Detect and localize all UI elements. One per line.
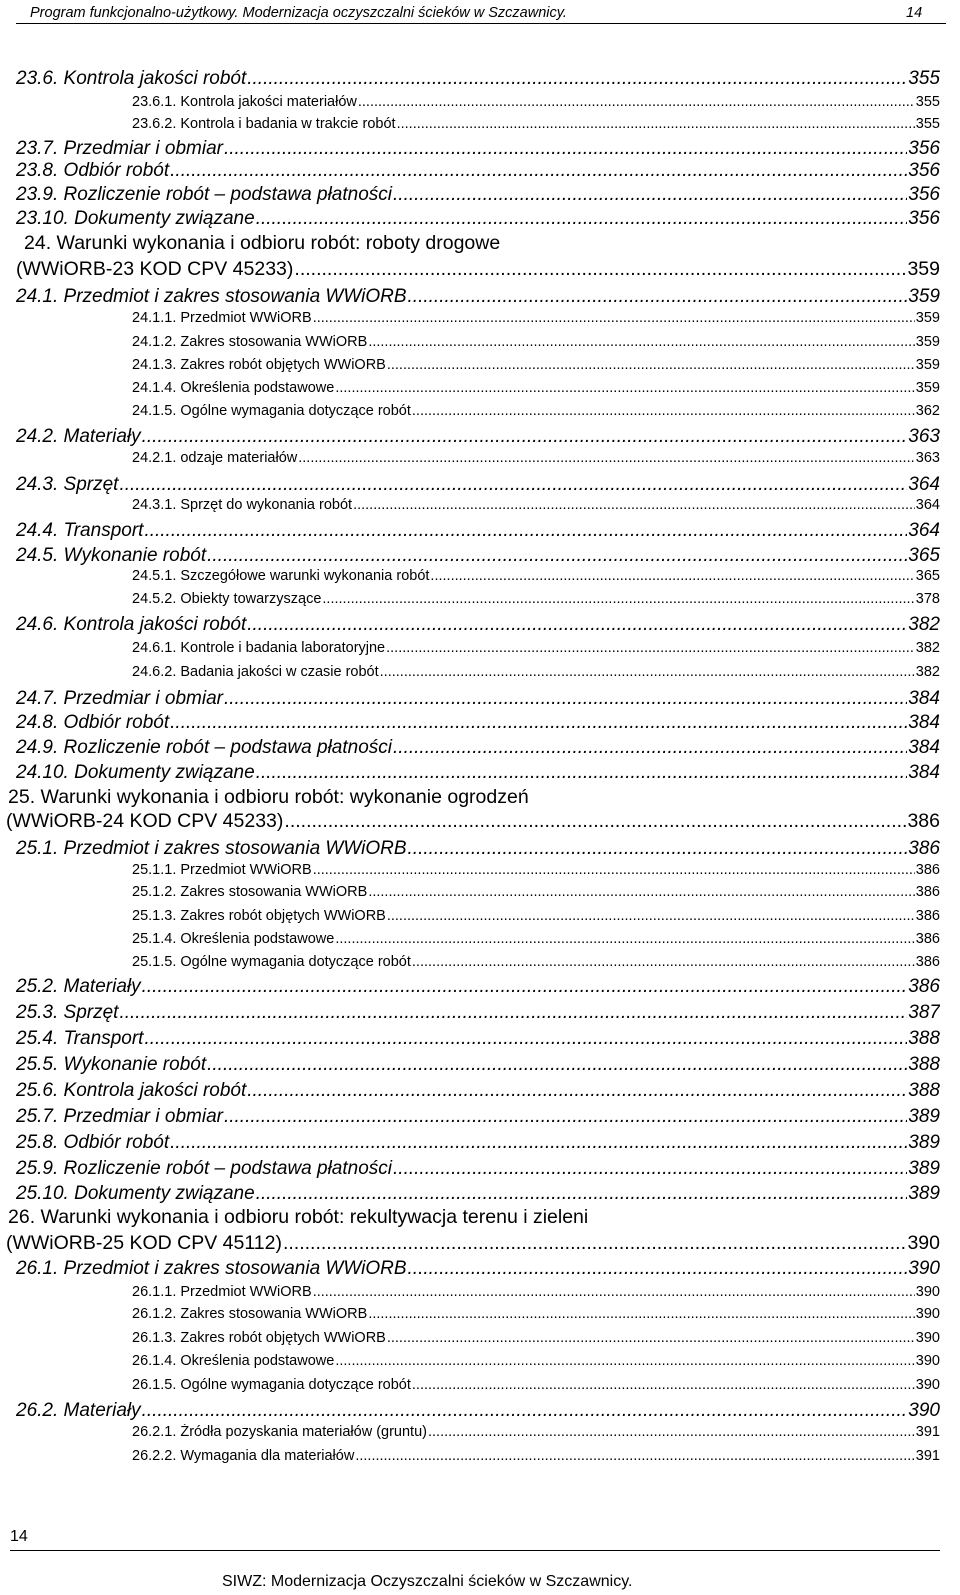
toc-leader-dots [412, 403, 915, 419]
toc-entry-page: 384 [908, 712, 940, 733]
toc-entry-title: 25.1.5. Ogólne wymagania dotyczące robót [132, 954, 411, 970]
toc-entry[interactable] [16, 1028, 940, 1050]
toc-entry-title: 25.5. Wykonanie robót [16, 1054, 207, 1075]
toc-leader-dots [358, 94, 915, 110]
toc-entry-page: 390 [915, 1306, 940, 1322]
toc-entry[interactable] [132, 591, 940, 607]
toc-entry-title: 23.6.1. Kontrola jakości materiałów [132, 94, 357, 110]
toc-entry-page: 388 [908, 1054, 940, 1075]
toc-entry-page: 391 [915, 1424, 940, 1440]
toc-entry-page: 386 [908, 976, 940, 997]
toc-leader-dots [247, 1080, 907, 1102]
toc-leader-dots [313, 1284, 915, 1300]
toc-leader-dots [397, 116, 915, 132]
toc-entry-page: 386 [908, 838, 940, 859]
toc-entry-page: 365 [908, 545, 940, 566]
toc-leader-dots [430, 568, 914, 584]
toc-entry-page: 389 [908, 1183, 940, 1204]
toc-entry-page: 355 [915, 116, 940, 132]
toc-entry-title: 25.1.1. Przedmiot WWiORB [132, 862, 312, 878]
toc-leader-dots [387, 1330, 915, 1346]
toc-entry-page: 356 [908, 208, 940, 229]
toc-entry-page: 382 [915, 664, 940, 680]
toc-leader-dots [386, 640, 915, 656]
toc-entry-title: 25.9. Rozliczenie robót – podstawa płatności [16, 1158, 393, 1179]
toc-entry-page: 356 [908, 160, 940, 181]
toc-entry-title: 24.7. Przedmiar i obmiar [16, 688, 223, 709]
toc-leader-dots [380, 664, 915, 680]
toc-entry[interactable] [16, 838, 940, 860]
toc-entry[interactable] [132, 1448, 940, 1464]
toc-entry-page: 386 [915, 908, 940, 924]
toc-leader-dots [247, 68, 907, 90]
toc-entry[interactable] [16, 1258, 940, 1280]
toc-leader-dots [408, 1258, 908, 1280]
toc-entry-title: 24.3.1. Sprzęt do wykonania robót [132, 497, 353, 513]
toc-leader-dots [283, 1232, 907, 1255]
toc-leader-dots [428, 1424, 915, 1440]
toc-entry-title: (WWiORB-25 KOD CPV 45112) [6, 1232, 282, 1254]
toc-entry[interactable] [16, 208, 940, 230]
toc-leader-dots [142, 426, 908, 448]
toc-entry[interactable] [132, 1353, 940, 1369]
toc-leader-dots [170, 1132, 907, 1154]
toc-entry-page: 388 [908, 1080, 940, 1101]
toc-entry[interactable] [132, 357, 940, 373]
toc-leader-dots [335, 380, 914, 396]
toc-entry-title: 25.1.3. Zakres robót objętych WWiORB [132, 908, 386, 924]
toc-entry-title: 25.2. Materiały [16, 976, 141, 997]
toc-entry-title: 25.7. Przedmiar i obmiar [16, 1106, 223, 1127]
toc-entry-page: 356 [908, 138, 940, 159]
toc-entry[interactable] [16, 712, 940, 734]
toc-entry-title: 24.1.3. Zakres robót objętych WWiORB [132, 357, 386, 373]
toc-entry-page: 384 [908, 688, 940, 709]
toc-entry[interactable] [132, 931, 940, 947]
toc-leader-dots [368, 884, 914, 900]
toc-entry-page: 390 [908, 1400, 940, 1421]
toc-entry-title: 25.8. Odbiór robót [16, 1132, 170, 1153]
toc-entry-title: 24.1.4. Określenia podstawowe [132, 380, 335, 396]
toc-entry-title: 23.6. Kontrola jakości robót [16, 68, 247, 89]
toc-leader-dots [284, 810, 906, 833]
toc-leader-dots [355, 1448, 914, 1464]
toc-entry[interactable] [16, 1158, 940, 1180]
toc-entry-page: 386 [915, 884, 940, 900]
toc-entry-title: 23.7. Przedmiar i obmiar [16, 138, 223, 159]
toc-entry-title: 25.1.4. Określenia podstawowe [132, 931, 335, 947]
toc-entry[interactable] [132, 862, 940, 878]
toc-entry-page: 364 [908, 474, 940, 495]
toc-entry[interactable] [132, 1306, 940, 1322]
toc-entry-page: 355 [908, 68, 940, 89]
toc-leader-dots [247, 614, 907, 636]
toc-entry[interactable] [16, 520, 940, 542]
toc-entry[interactable] [16, 614, 940, 636]
toc-entry-page: 363 [908, 426, 940, 447]
toc-entry[interactable] [16, 1106, 940, 1128]
toc-entry-title: 26.1. Przedmiot i zakres stosowania WWiORB [16, 1258, 407, 1279]
toc-entry[interactable] [16, 1183, 940, 1205]
toc-entry-page: 384 [908, 762, 940, 783]
toc-entry-title: 25.10. Dokumenty związane [16, 1183, 255, 1204]
toc-entry[interactable] [16, 426, 940, 448]
toc-leader-dots [393, 1158, 907, 1180]
toc-leader-dots [119, 474, 907, 496]
toc-entry[interactable] [16, 762, 940, 784]
toc-entry-title: 24.6.2. Badania jakości w czasie robót [132, 664, 379, 680]
toc-entry[interactable] [16, 286, 940, 308]
toc-entry-title: 24.1. Przedmiot i zakres stosowania WWiORB [16, 286, 407, 307]
toc-entry-title: 26.1.2. Zakres stosowania WWiORB [132, 1306, 368, 1322]
toc-entry-page: 390 [915, 1330, 940, 1346]
toc-entry[interactable] [8, 1206, 588, 1229]
toc-entry[interactable] [132, 380, 940, 396]
toc-entry[interactable] [16, 474, 940, 496]
footer-page-number: 14 [10, 1528, 38, 1551]
toc-entry[interactable] [6, 1232, 940, 1255]
toc-leader-dots [224, 1106, 907, 1128]
toc-entry[interactable] [16, 545, 940, 567]
toc-entry-title: 25.1.2. Zakres stosowania WWiORB [132, 884, 368, 900]
toc-entry-page: 356 [908, 184, 940, 205]
toc-leader-dots [294, 258, 906, 281]
toc-entry-title: 26.2.1. Źródła pozyskania materiałów (gruntu) [132, 1424, 427, 1440]
toc-entry-title: 26.1.5. Ogólne wymagania dotyczące robót [132, 1377, 411, 1393]
toc-entry-title: 24.5.2. Obiekty towarzyszące [132, 591, 322, 607]
toc-entry-title: 23.10. Dokumenty związane [16, 208, 255, 229]
toc-entry-page: 386 [915, 862, 940, 878]
toc-entry[interactable] [16, 688, 940, 710]
toc-entry-page: 362 [915, 403, 940, 419]
toc-entry-page: 382 [915, 640, 940, 656]
toc-leader-dots [368, 334, 914, 350]
toc-entry-title: 24.10. Dokumenty związane [16, 762, 255, 783]
toc-entry-page: 389 [908, 1132, 940, 1153]
toc-entry-title: 24.6.1. Kontrole i badania laboratoryjne [132, 640, 386, 656]
toc-entry-title: 23.9. Rozliczenie robót – podstawa płatności [16, 184, 393, 205]
toc-entry[interactable] [132, 1284, 940, 1300]
toc-entry-title: 23.6.2. Kontrola i badania w trakcie robót [132, 116, 396, 132]
toc-entry-title: 26.1.4. Określenia podstawowe [132, 1353, 335, 1369]
toc-entry-page: 386 [907, 810, 940, 832]
toc-entry-title: 25.6. Kontrola jakości robót [16, 1080, 247, 1101]
toc-entry-title: 24.1.5. Ogólne wymagania dotyczące robót [132, 403, 411, 419]
toc-entry[interactable] [132, 954, 940, 970]
toc-entry-page: 364 [915, 497, 940, 513]
toc-entry[interactable] [132, 1377, 940, 1393]
toc-entry-title: 24.1.1. Przedmiot WWiORB [132, 310, 312, 326]
toc-leader-dots [142, 1400, 908, 1422]
toc-entry-title: 25.4. Transport [16, 1028, 144, 1049]
toc-entry-page: 390 [915, 1377, 940, 1393]
toc-entry[interactable] [16, 68, 940, 90]
toc-entry[interactable] [8, 786, 529, 809]
toc-entry-page: 390 [907, 1232, 940, 1254]
toc-entry-page: 359 [915, 357, 940, 373]
toc-entry[interactable] [16, 258, 940, 281]
toc-entry[interactable] [132, 310, 940, 326]
toc-entry[interactable] [132, 664, 940, 680]
toc-entry[interactable] [16, 1002, 940, 1024]
toc-entry-title: 26.2. Materiały [16, 1400, 141, 1421]
toc-entry-title: 24.9. Rozliczenie robót – podstawa płatności [16, 737, 393, 758]
toc-leader-dots [387, 908, 915, 924]
toc-entry-title: 25. Warunki wykonania i odbioru robót: wykonanie ogrodzeń [8, 786, 529, 808]
toc-entry-title: 23.8. Odbiór robót [16, 160, 170, 181]
toc-leader-dots [207, 1054, 907, 1076]
toc-entry-title: 24.3. Sprzęt [16, 474, 119, 495]
toc-entry-title: 26.2.2. Wymagania dla materiałów [132, 1448, 355, 1464]
toc-entry[interactable] [132, 334, 940, 350]
toc-entry-page: 386 [915, 931, 940, 947]
toc-entry-page: 390 [908, 1258, 940, 1279]
toc-entry[interactable] [132, 1330, 940, 1346]
toc-entry-title: 24.6. Kontrola jakości robót [16, 614, 247, 635]
toc-entry-title: 24.2.1. odzaje materiałów [132, 450, 298, 466]
toc-entry-page: 386 [915, 954, 940, 970]
toc-entry[interactable] [16, 1132, 940, 1154]
toc-entry[interactable] [132, 1424, 940, 1440]
toc-entry-title: (WWiORB-24 KOD CPV 45233) [6, 810, 284, 832]
toc-entry[interactable] [132, 403, 940, 419]
toc-entry[interactable] [16, 737, 940, 759]
toc-entry[interactable] [16, 184, 940, 206]
toc-leader-dots [256, 1183, 908, 1205]
toc-entry[interactable] [132, 116, 940, 132]
toc-leader-dots [335, 1353, 914, 1369]
toc-entry[interactable] [132, 884, 940, 900]
toc-leader-dots [313, 310, 915, 326]
toc-leader-dots [313, 862, 915, 878]
toc-entry-page: 359 [907, 258, 940, 280]
toc-entry-page: 359 [915, 334, 940, 350]
toc-leader-dots [368, 1306, 914, 1322]
toc-entry-title: 25.1. Przedmiot i zakres stosowania WWiORB [16, 838, 407, 859]
toc-leader-dots [412, 1377, 915, 1393]
toc-leader-dots [224, 138, 907, 160]
toc-entry-title: 24.1.2. Zakres stosowania WWiORB [132, 334, 368, 350]
toc-entry-title: 25.3. Sprzęt [16, 1002, 119, 1023]
toc-entry-page: 389 [908, 1106, 940, 1127]
toc-entry-page: 388 [908, 1028, 940, 1049]
toc-entry-page: 359 [915, 380, 940, 396]
toc-entry-title: 24.8. Odbiór robót [16, 712, 170, 733]
toc-leader-dots [256, 762, 908, 784]
toc-entry[interactable] [132, 568, 940, 584]
footer-rule [10, 1550, 940, 1551]
toc-entry[interactable] [132, 94, 940, 110]
toc-entry-page: 390 [915, 1353, 940, 1369]
toc-entry-page: 359 [908, 286, 940, 307]
toc-leader-dots [412, 954, 915, 970]
toc-leader-dots [298, 450, 915, 466]
toc-leader-dots [335, 931, 914, 947]
toc-leader-dots [142, 976, 908, 998]
footer-title: SIWZ: Modernizacja Oczyszczalni ścieków w Szczawnicy. [222, 1573, 633, 1590]
toc-entry-title: 26.1.1. Przedmiot WWiORB [132, 1284, 312, 1300]
header-title: Program funkcjonalno-użytkowy. Modernizacja oczyszczalni ścieków w Szczawnicy. [30, 5, 567, 21]
toc-entry-page: 391 [915, 1448, 940, 1464]
toc-leader-dots [119, 1002, 907, 1024]
toc-entry-title: 26.1.3. Zakres robót objętych WWiORB [132, 1330, 386, 1346]
toc-leader-dots [256, 208, 908, 230]
toc-entry-title: 24. Warunki wykonania i odbioru robót: roboty drogowe [24, 232, 501, 254]
toc-leader-dots [387, 357, 915, 373]
toc-entry[interactable] [24, 232, 500, 255]
toc-entry-title: 24.5. Wykonanie robót [16, 545, 207, 566]
toc-entry[interactable] [16, 138, 940, 160]
header-page-number: 14 [906, 5, 923, 21]
toc-entry-page: 387 [908, 1002, 940, 1023]
toc-entry[interactable] [132, 450, 940, 466]
toc-leader-dots [207, 545, 907, 567]
toc-leader-dots [224, 688, 907, 710]
toc-leader-dots [170, 712, 907, 734]
toc-entry-title: 26. Warunki wykonania i odbioru robót: rekultywacja terenu i zieleni [8, 1206, 589, 1228]
toc-leader-dots [322, 591, 914, 607]
toc-leader-dots [144, 520, 907, 542]
toc-entry[interactable] [132, 640, 940, 656]
toc-leader-dots [408, 286, 908, 308]
toc-leader-dots [408, 838, 908, 860]
toc-entry-title: 24.5.1. Szczegółowe warunki wykonania robót [132, 568, 430, 584]
toc-entry-page: 363 [915, 450, 940, 466]
toc-entry[interactable] [132, 908, 940, 924]
toc-leader-dots [353, 497, 915, 513]
toc-entry-title: 24.2. Materiały [16, 426, 141, 447]
toc-entry-page: 359 [915, 310, 940, 326]
toc-entry[interactable] [16, 160, 940, 182]
toc-entry[interactable] [6, 810, 940, 833]
toc-entry[interactable] [16, 1400, 940, 1422]
toc-entry-page: 384 [908, 737, 940, 758]
toc-entry[interactable] [16, 976, 940, 998]
toc-entry-page: 365 [915, 568, 940, 584]
toc-leader-dots [170, 160, 907, 182]
toc-entry-page: 364 [908, 520, 940, 541]
toc-leader-dots [393, 737, 907, 759]
toc-entry-title: 24.4. Transport [16, 520, 144, 541]
toc-entry[interactable] [16, 1054, 940, 1076]
toc-entry-page: 390 [915, 1284, 940, 1300]
toc-entry[interactable] [16, 1080, 940, 1102]
toc-entry-page: 389 [908, 1158, 940, 1179]
toc-leader-dots [144, 1028, 907, 1050]
toc-entry[interactable] [132, 497, 940, 513]
toc-entry-page: 382 [908, 614, 940, 635]
toc-leader-dots [393, 184, 907, 206]
toc-entry-page: 378 [915, 591, 940, 607]
toc-entry-title: (WWiORB-23 KOD CPV 45233) [16, 258, 294, 280]
toc-entry-page: 355 [915, 94, 940, 110]
